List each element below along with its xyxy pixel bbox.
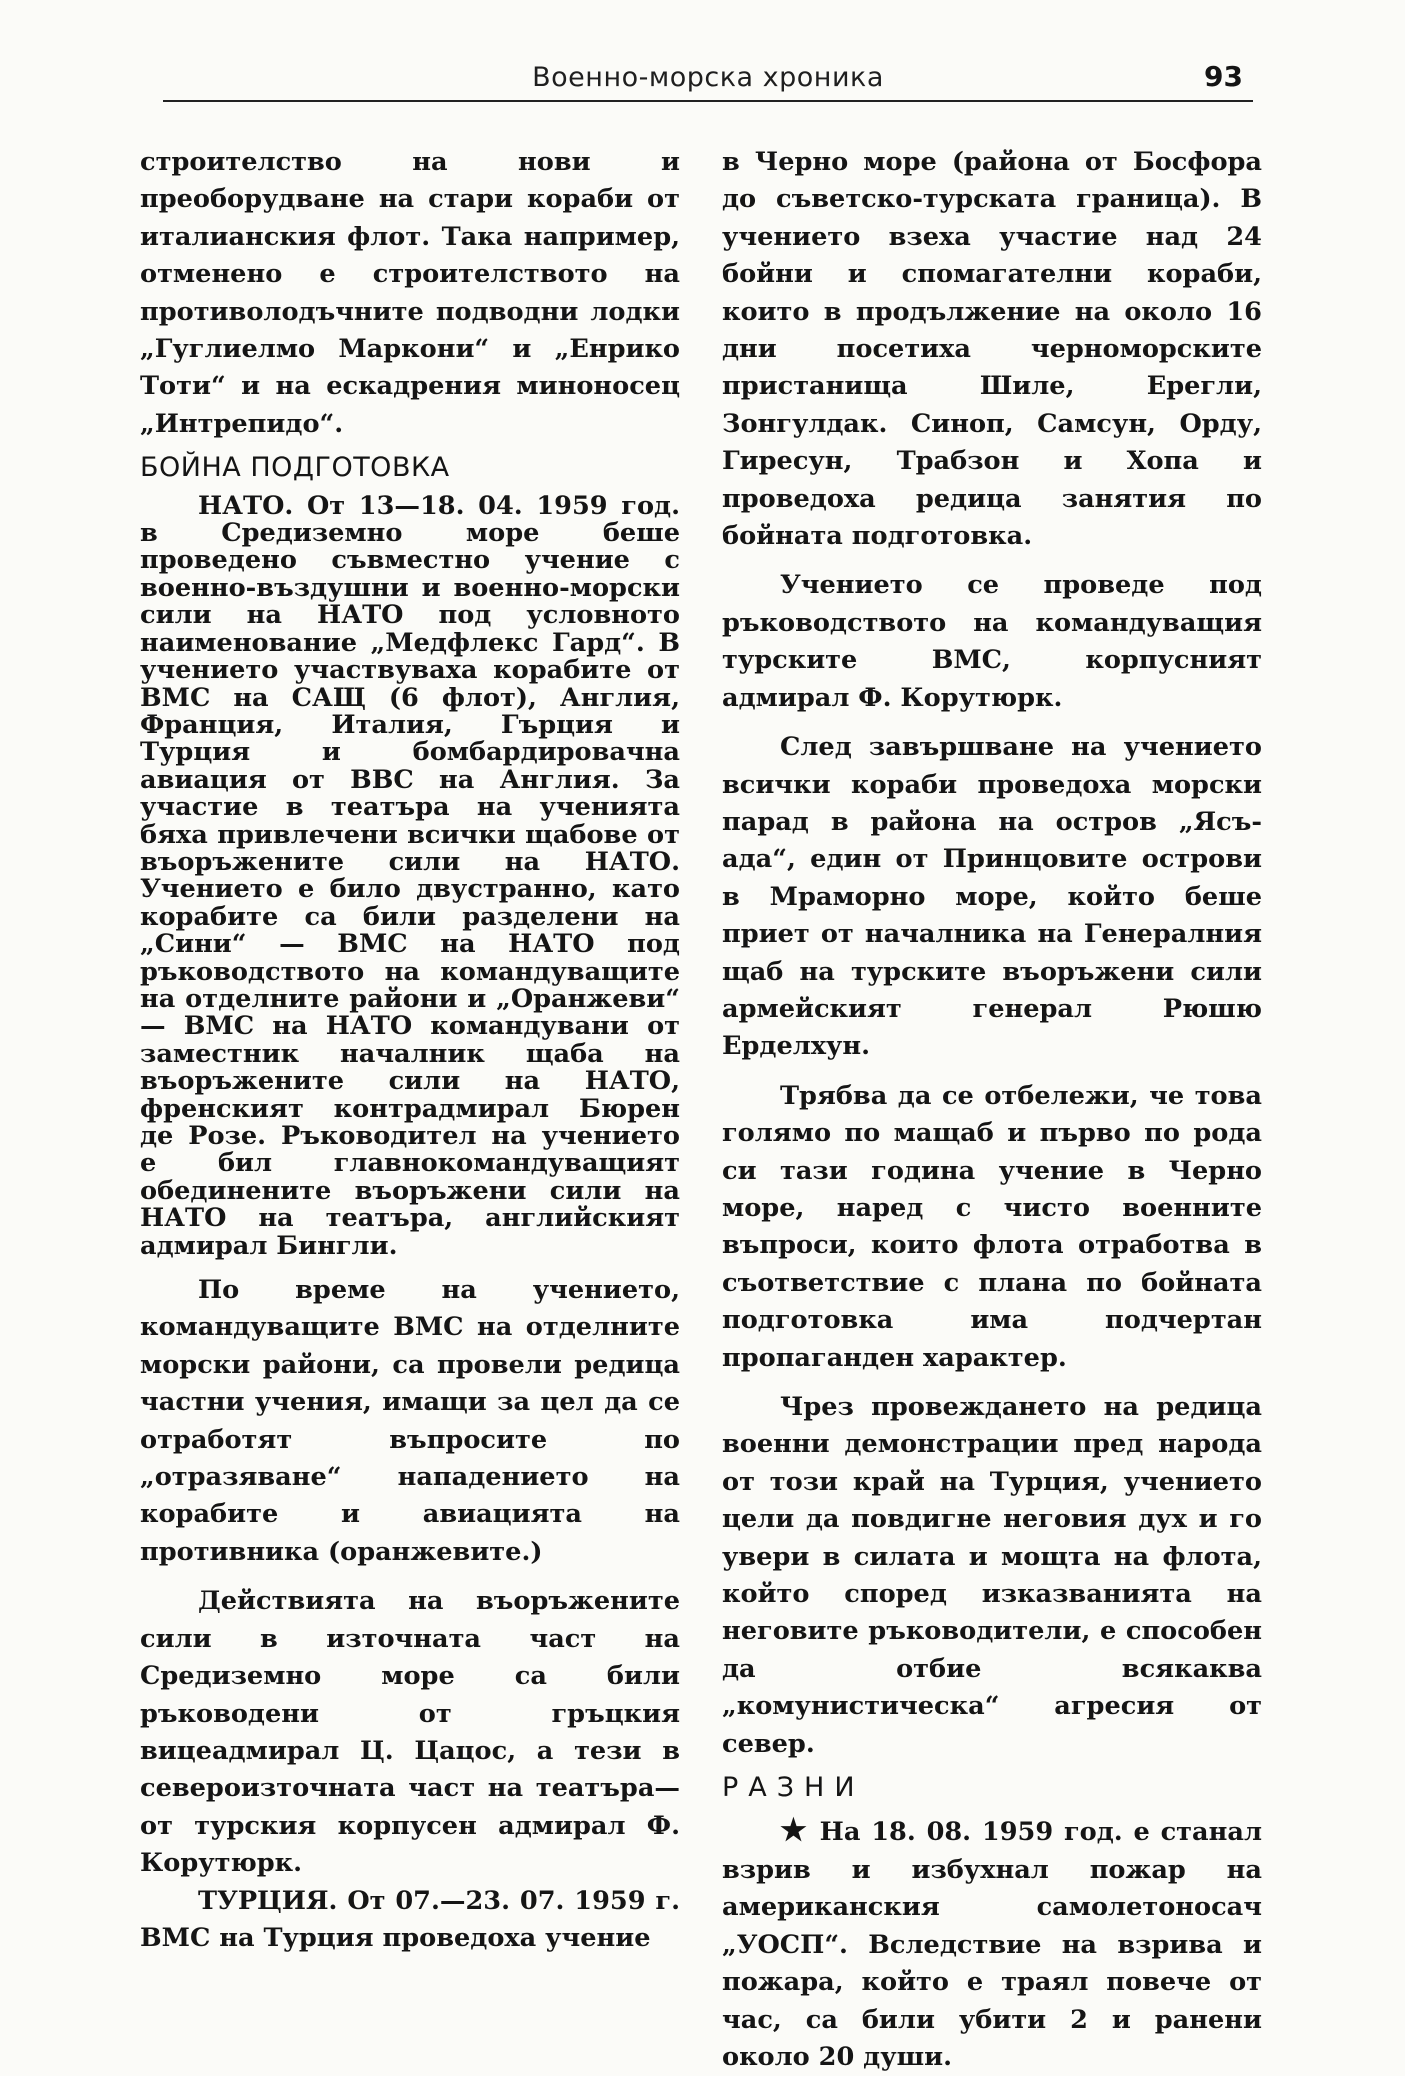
right-paragraph-1: в Черно море (района от Босфора до съветско-турската граница). В учението взеха участие над 24 бойни и спомагателни кораби, които в продължение на около 16 дни посетиха черноморските пристанища Шиле, Ерегли, Зонгулдак. Синоп, Самсун, Орду, Гиресун, Трабзон и Хопа и проведоха редица занятия по бойната подготовка. (722, 147, 1262, 552)
page-header (163, 56, 1253, 100)
section-heading-combat-training: БОЙНА ПОДГОТОВКА (140, 452, 450, 484)
header-rule (163, 100, 1253, 102)
star-icon: ★ (780, 1813, 809, 1849)
left-paragraph-4: Действията на въоръжените сили в източната част на Средиземно море са били ръководени от гръцкия вицеадмирал Ц. Цацос, а тези в североизточната част на театъра—от турския корпусен адмирал Ф. Корутюрк. (140, 1586, 680, 1879)
left-paragraph-nato: НАТО. От 13—18. 04. 1959 год. в Средиземно море беше проведено съвместно учение с военно-въздушни и военно-морски сили на НАТО под условното наименование „Медфлекс Гард“. В учението участвуваха корабите от ВМС на САЩ (6 флот), Англия, Франция, Италия, Гърция и Турция и бомбардировачна авиация от ВВС на Англия. За участие в театъра на ученията бяха привлечени всички щабове от въоръжените сили на НАТО. Учението е било двустранно, като корабите са били разделени на „Сини“ — ВМС на НАТО под ръководството на командуващите на отделните райони и „Оранжеви“ — ВМС на НАТО командувани от заместник началник щаба на въоръжените сили на НАТО, френският контрадмирал Бюрен де Розе. Ръководител на учението е бил главнокомандуващият обединените въоръжени сили на НАТО на театъра, английският адмирал Бингли. (140, 490, 680, 1261)
left-paragraph-1: строителство на нови и преоборудване на стари кораби от италианския флот. Така например, отменено е строителството на противолодъчните подводни лодки „Гуглиелмо Маркони“ и „Енрико Тоти“ и на ескадрения миноносец „Интрепидо“. (140, 147, 680, 439)
right-paragraph-6 (722, 1812, 1262, 2076)
right-column (722, 144, 1262, 2076)
running-title: Военно-морска хроника (532, 62, 884, 93)
left-paragraph-3: По време на учението, командуващите ВМС на отделните морски райони, са провели редица частни учения, имащи за цел да се отработят въпросите по „отразяване“ нападението на корабите и авиацията на противника (оранжевите.) (140, 1275, 680, 1567)
right-paragraph-5: Чрез провеждането на редица военни демонстрации пред народа от този край на Турция, учението цели да повдигне неговия дух и го увери в силата и мощта на флота, който според изказванията на неговите ръководители, е способен да отбие всякаква „комунистическа“ агресия от север. (722, 1392, 1262, 1759)
left-column (140, 144, 680, 1957)
right-paragraph-2: Учението се проведе под ръководството на командуващия турските ВМС, корпусният адмирал Ф. Корутюрк. (722, 570, 1262, 713)
right-paragraph-6-text: На 18. 08. 1959 год. е станал взрив и избухнал пожар на американския самолетоносач „УОСП“. Вследствие на взрива и пожара, който е траял повече от час, са били убити 2 и ранени около 20 души. (722, 1817, 1262, 2072)
left-paragraph-turkey: ТУРЦИЯ. От 07.—23. 07. 1959 г. ВМС на Турция проведоха учение (140, 1885, 680, 1953)
right-paragraph-3: След завършване на учението всички кораби проведоха морски парад в района на остров „Ясъ-ада“, един от Принцовите острови в Мраморно море, който беше приет от началника на Генералния щаб на турските въоръжени сили армейският генерал Рюшю Ерделхун. (722, 732, 1262, 1062)
page-number: 93 (1204, 60, 1243, 93)
right-paragraph-4: Трябва да се отбележи, че това голямо по мащаб и първо по рода си тази година учение в Черно море, наред с чисто военните въпроси, които флота отработва в съответствие с плана по бойната подготовка има подчертан пропаганден характер. (722, 1080, 1262, 1373)
section-heading-misc: РАЗНИ (722, 1772, 865, 1804)
